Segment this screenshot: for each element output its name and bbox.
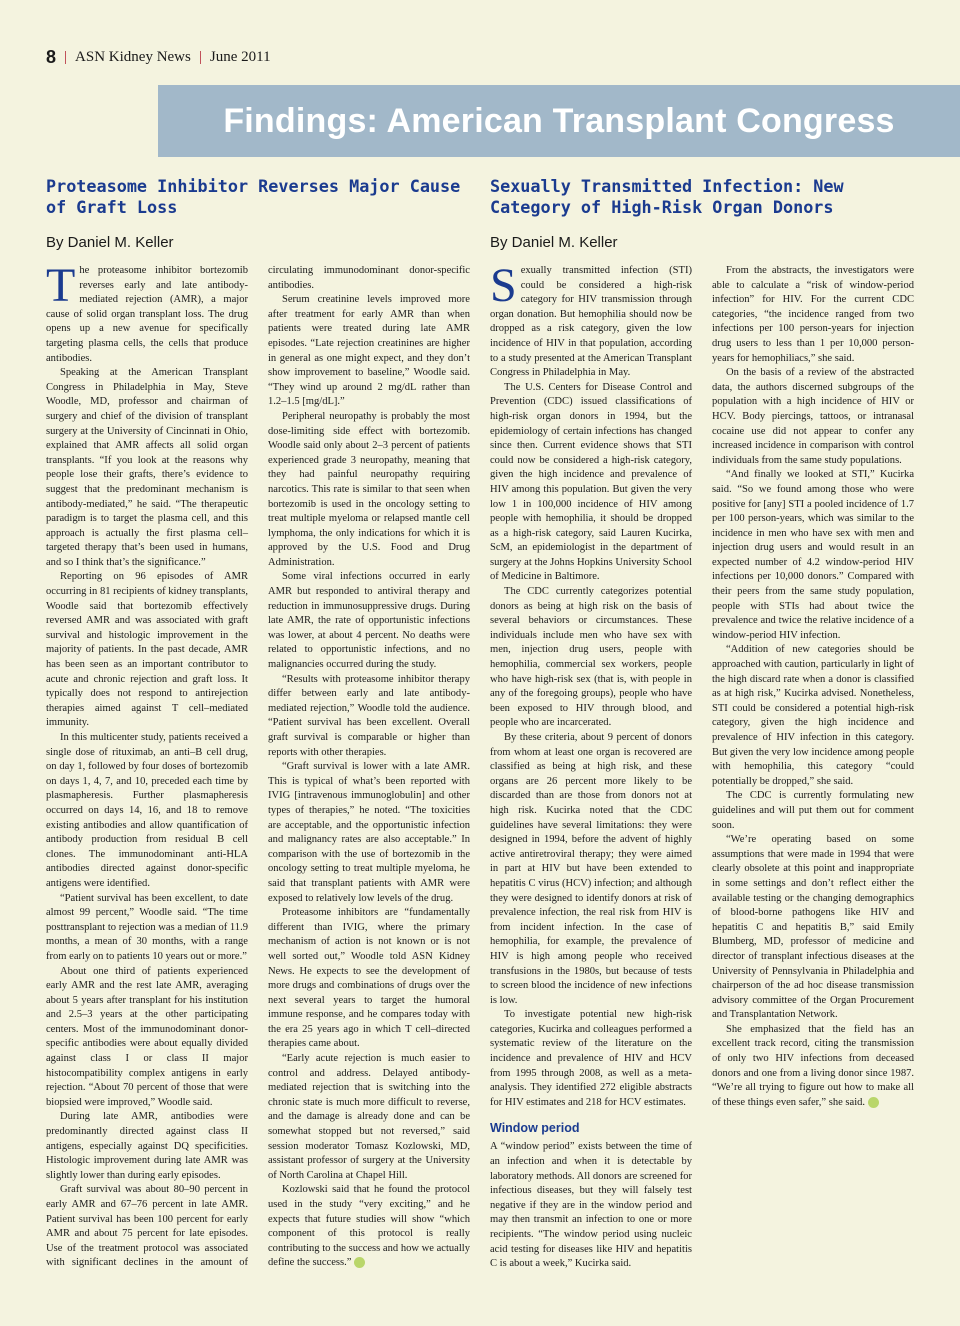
article-byline: By Daniel M. Keller xyxy=(490,234,618,251)
section-banner xyxy=(158,85,960,157)
paragraph: “Graft survival is lower with a late AMR. This is typical of what’s been reported with IVIG [intravenous immunoglobulin] and other types of therapies,” he noted. “The toxicities are acceptable, and the opportunistic infection and malignancy rates are also acceptable.” In comparison with the use of bortezomib in the oncology setting to treat multiple myeloma, he said that transplant patients with AMR were exposed to relatively low levels of the drug. xyxy=(268,761,470,904)
article-sti xyxy=(490,176,914,1286)
paragraph xyxy=(490,259,692,381)
article-proteasome xyxy=(46,176,470,1286)
paragraph: From the abstracts, the investigators were able to calculate a “risk of window-period infection” for HIV. For the current CDC categories, “the incidence ranged from two infections per 100 person-years for injection drug users to less than 1 per 10,000 person-years for hemophiliacs,” she said. xyxy=(712,265,914,364)
paragraph: “Addition of new categories should be approached with caution, particularly in light of the high discard rate when a donor is classified as at high risk,” Kucirka advised. Nonetheless, STI could be considered a potential high-risk category, given the high incidence and prevalence of HIV infection in this category. But given the very low incidence among people with hemophilia, this category “could potentially be dropped,” she said. xyxy=(712,644,914,787)
issue-date: June 2011 xyxy=(209,48,271,65)
paragraph: “Results with proteasome inhibitor therapy differ between early and late antibody-mediated rejection,” Woodle told the audience. “Patient survival has been excellent. Overall graft survival is comparable or higher than reports with other therapies. xyxy=(268,673,470,758)
paragraph: Proteasome inhibitors are “fundamentally different than IVIG, where the primary mechanism of action is not known or is not well sorted out,” Woodle told ASN Kidney News. He expects to see the development of more drugs and combinations of drugs over the next several years to target the humoral immune response, and he compares today with the era 25 years ago in which T cell–directed therapies came about. xyxy=(268,907,470,1050)
paragraph: In this multicenter study, patients received a single dose of rituximab, an anti–B cell drug, on day 1, followed by four doses of bortezomib on days 1, 4, 7, and 10, preceded each time by plasmapheresis. Further plasmapheresis occurred on days 14, 16, and 18 to remove existing antibodies and allow quantification of antibody production from residual B cell clones. The immunodominant anti-HLA antibodies directed against donor-specific antigens were identified. xyxy=(46,732,248,889)
paragraph: The CDC is currently formulating new guidelines and will put them out for comment soon. xyxy=(712,790,914,831)
paragraph-text: She emphasized that the field has an excellent track record, citing the transmission of only two HIV infections from deceased donors and one from a living donor since 1987. “We’re all trying to figure out how to make all of these things even safer,” she said. xyxy=(712,1023,914,1108)
paragraph: “Patient survival has been excellent, to date almost 99 percent,” Woodle said. “The time posttransplant to rejection was a median of 11.9 months, a mean of 30 months, with a range from early on to patients 10 years out or more.” xyxy=(46,892,248,962)
paragraph: During late AMR, antibodies were predominantly directed against class II antigens, especially against DQ specificities. Histologic improvement during late AMR was slightly lower than during early episodes. xyxy=(46,1111,248,1181)
paragraph-text: exually transmitted infection (STI) could be considered a high-risk category for HIV transmission through organ donation. But hemophilia should now be dropped as a risk category, given the low incidence of HIV in that population, according to a study presented at the American Transplant Congress in Philadelphia in May. xyxy=(490,265,692,379)
page-number: 8 xyxy=(46,46,57,67)
paragraph-text: he proteasome inhibitor bortezomib reverses early and late antibody-mediated rejection (AMR), a major cause of solid organ transplant loss. The drug opens up a new avenue for specifically targeting plasma cells, the cells that produce antibodies. xyxy=(46,265,248,364)
paragraph: About one third of patients experienced early AMR and the rest late AMR, averaging about 5 years after transplant for his institution and 2.5–3 years at the other participating centers. Most of the immunodominant donor-specific antibodies were about equally divided against class I or class II major histocompatibility complex antigens in early rejection. “About 70 percent of those that were biopsied were improved,” Woodle said. xyxy=(46,965,248,1108)
header-separator: | xyxy=(64,48,68,65)
paragraph: To investigate potential new high-risk categories, Kucirka and colleagues performed a systematic review of the literature on the incidence and prevalence of HIV and HCV from 1995 through 2008, as well as a meta-analysis. They identified 272 eligible abstracts for HIV estimates and 218 for HCV estimates. xyxy=(490,1009,692,1108)
paragraph: The CDC currently categorizes potential donors as being at high risk on the basis of several behaviors or circumstances. These individuals include men who have sex with men, injection drug users, people with hemophilia, commercial sex workers, people who have high-risk sex (that is, with people in any of the foregoing groups), people who have been exposed to HIV through blood, and people who are incarcerated. xyxy=(490,586,692,729)
drop-cap: T xyxy=(46,259,76,312)
paragraph xyxy=(46,259,248,366)
paragraph: Graft survival was about 80–90 percent in early AMR and 67–76 percent in late AMR. Patient survival has been 100 percent for early AMR and about 75 percent for late episodes. Use of the treatment protocol was associated with significant declines in the amount of circulating immunodominant donor-specific antibodies. xyxy=(46,265,470,1269)
end-mark-icon xyxy=(354,1257,365,1268)
paragraph: Reporting on 96 episodes of AMR occurring in 81 recipients of kidney transplants, Woodle said that bortezomib effectively reversed AMR and was associated with graft survival and histologic improvement in the majority of patients. In the past decade, AMR has been seen as an important contributor to acute and chronic rejection and graft loss. It typically does not respond to antirejection therapies aimed against T cell–mediated immunity. xyxy=(46,571,248,729)
paragraph: “We’re operating based on some assumptions that were made in 1994 that were clearly obsolete at this point and inappropriate in some settings and don’t reflect either the available testing or the changing demographics of blood-borne pathogens like HIV and hepatitis C and hepatitis B,” said Emily Blumberg, MD, professor of medicine and director of transplant infectious diseases at the University of Pennsylvania in Philadelphia and chairperson of the ad hoc disease transmission advisory committee of the Organ Procurement and Transplantation Network. xyxy=(712,834,914,1021)
publication-name: ASN Kidney News xyxy=(75,48,191,65)
paragraph: “Early acute rejection is much easier to control and address. Delayed antibody-mediated rejection that is switching into the chronic state is much more difficult to reverse, and the damage is already done and can be somewhat stopped but not reversed,” said session moderator Tomasz Kozlowski, MD, assistant professor of surgery at the University of North Carolina at Chapel Hill. xyxy=(268,1053,470,1181)
subheading: Window period xyxy=(490,1121,580,1136)
paragraph: The U.S. Centers for Disease Control and Prevention (CDC) issued classifications of high-risk organ donors in 1994, but the epidemiology of certain infections has changed since then. Current evidence shows that STI could now be considered a high-risk category, given the high incidence and prevalence of HIV among this population. But given the very low 1 in 100,000 incidence of HIV among people with hemophilia, it should be dropped as a high-risk category, said Lauren Kucirka, ScM, an epidemiologist in the department of surgery at the Johns Hopkins University School of Medicine in Baltimore. xyxy=(490,381,692,583)
paragraph: By these criteria, about 9 percent of donors from whom at least one organ is recovered are classified as being at high risk, and these organs are 26 percent more likely to be discarded than are those from donors not at high risk. Kucirka noted that the CDC guidelines have several limitations: they were designed in 1994, before the advent of highly active antiretroviral therapy; they were aimed in part at HIV but have been extended to hepatitis C virus (HCV) infection; and although they were designed to identify donors at risk of prevalence infection, the real risk from HIV is from incident infection. In the case of hemophilia, for example, the prevalence of HIV is high among people who received transfusions in the 1980s, but because of tests to screen blood the incidence of new infections is low. xyxy=(490,732,692,1006)
article-body xyxy=(46,259,470,1286)
paragraph: Peripheral neuropathy is probably the most dose-limiting side effect with bortezomib. Woodle said only about 2–3 percent of patients experienced grade 3 neuropathy, meaning that they had painful neuropathy requiring narcotics. This rate is similar to that seen when bortezomib is used in the oncology setting to treat multiple myeloma or relapsed mantle cell lymphoma, the only indications for which it is approved by the U.S. Food and Drug Administration. xyxy=(268,410,470,568)
paragraph: Some viral infections occurred in early AMR but responded to antiviral therapy and reduction in immunosuppressive drugs. During late AMR, the rate of opportunistic infections was lower, at about 4 percent. No deaths were related to opportunistic infections, and no malignancies occurred during the study. xyxy=(268,571,470,671)
paragraph: Speaking at the American Transplant Congress in Philadelphia in May, Steve Woodle, MD, professor and chairman of surgery and chief of the division of transplant surgery at the University of Cincinnati in Ohio, explained that AMR affects all solid organ transplants. “If you look at the reasons why people lose their grafts, there’s evidence to suggest that the predominant mechanism is antibody-mediated,” he said. “The therapeutic paradigm is to target the plasma cell, and this approach is actually the first plasma cell–targeted therapy that’s been used in humans, and so I think that’s the significance.” xyxy=(46,367,248,568)
paragraph: On the basis of a review of the abstracted data, the authors discerned subgroups of the population with a high incidence of HIV or HCV. Body piercings, tattoos, or intranasal cocaine use did not appear to confer any increased incidence in comparison with control individuals from the same study populations. xyxy=(712,367,914,466)
running-header xyxy=(46,44,271,70)
article-headline: Sexually Transmitted Infection: New Category of High-Risk Organ Donors xyxy=(490,176,844,217)
header-separator: | xyxy=(198,48,202,65)
article-headline: Proteasome Inhibitor Reverses Major Cause of Graft Loss xyxy=(46,176,461,217)
paragraph: Serum creatinine levels improved more after treatment for early AMR than when patients were treated during late AMR episodes. “Late rejection creatinines are higher in general as one might expect, and they don’t show improvement to baseline,” Woodle said. “They wind up around 2 mg/dL rather than 1.2–1.5 [mg/dL].” xyxy=(268,294,470,408)
end-mark-icon xyxy=(868,1097,879,1108)
paragraph xyxy=(712,1023,914,1111)
paragraph: “And finally we looked at STI,” Kucirka said. “So we found among those who were positive for [any] STI a pooled incidence of 1.7 per 100 person-years, which was similar to the incidence in men who have sex with men and injection drug users and would result in an expected number of 4.2 window-period HIV infections per 10,000 donors.” Compared with their peers from the same study population, people with STIs had about twice the prevalence and twice the relative incidence of a window-period HIV infection. xyxy=(712,469,914,641)
section-title: Findings: American Transplant Congress xyxy=(223,101,895,140)
paragraph: A “window period” exists between the time of an infection and when it is detectable by laboratory methods. All donors are screened for infectious diseases, but they will falsely test negative if they are in the window period and may then transmit an infection to one or more recipients. “The window period using nucleic acid testing for diseases like HIV and hepatitis C is about a week,” Kucirka said. xyxy=(490,1141,692,1270)
article-byline: By Daniel M. Keller xyxy=(46,234,174,251)
article-body xyxy=(490,259,914,1286)
paragraph-text: Kozlowski said that he found the protocol used in the study “very exciting,” and he expects that future studies will show “which component of this protocol is really contributing to the success and how we actually define the success.” xyxy=(268,1184,470,1269)
drop-cap: S xyxy=(490,259,517,312)
paragraph xyxy=(268,1183,470,1271)
